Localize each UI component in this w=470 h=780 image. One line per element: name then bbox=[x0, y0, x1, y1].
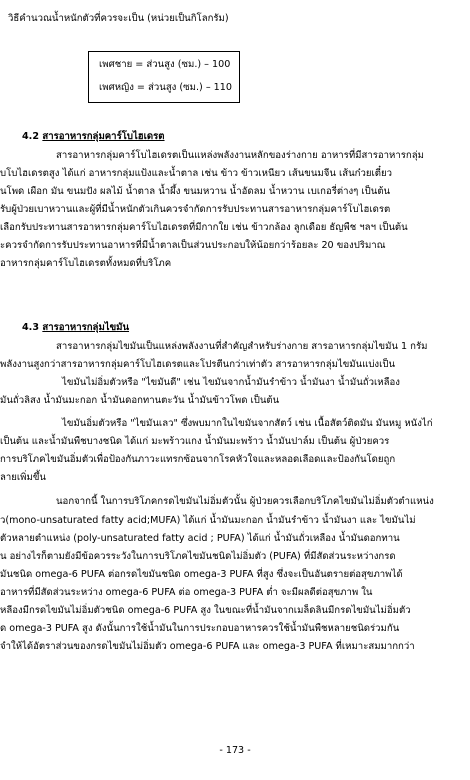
paragraph-line: นอกจากนี้ ในการบริโภคกรดไขมันไม่อิ่มตัวนั้น ผู้ป่วยควรเลือกบริโภคไขมันไม่อิ่มตัวตำแหน่ง bbox=[56, 496, 434, 507]
paragraph-line: มันถั่วลิสง น้ำมันมะกอก น้ำมันดอกทานตะวัน น้ำมันข้าวโพด เป็นต้น bbox=[0, 395, 280, 406]
paragraph-line: จำให้ได้อัตราส่วนของกรดไขมันไม่อิ่มตัว omega-6 PUFA และ omega-3 PUFA ที่เหมาะสมมากกว่า bbox=[0, 641, 415, 652]
paragraph-line: เลือกรับประทานสารอาหารกลุ่มคาร์โบไฮเดรตที่มีกากใย เช่น ข้าวกล้อง ลูกเดือย ธัญพืช ฯลฯ เป็นต้น bbox=[0, 222, 408, 233]
paragraph-line: ลายเพิ่มขึ้น bbox=[0, 472, 46, 483]
paragraph-line: บโบไฮเดรตสูง ได้แก่ อาหารกลุ่มแป้งและน้ำตาล เช่น ข้าว ข้าวเหนียว เส้นขนมจีน เส้นก๋วยเตี๋ยว bbox=[0, 168, 393, 179]
formula-box bbox=[88, 51, 240, 103]
paragraph-line: ตัวหลายตำแหน่ง (poly-unsaturated fatty acid ; PUFA) ได้แก่ น้ำมันถั่วเหลือง น้ำมันดอกทาน bbox=[0, 533, 400, 544]
intro-line: วิธีคำนวณน้ำหนักตัวที่ควรจะเป็น (หน่วยเป็นกิโลกรัม) bbox=[8, 13, 229, 24]
paragraph-line: ด omega-3 PUFA สูง ดังนั้นการใช้น้ำมันในการประกอบอาหารควรใช้น้ำมันพืชหลายชนิดร่วมกัน bbox=[0, 623, 400, 634]
section-title: สารอาหารกลุ่มไขมัน bbox=[42, 322, 130, 333]
paragraph-line: การบริโภคไขมันอิ่มตัวเพื่อป้องกันภาวะแทรกซ้อนจากโรคหัวใจและหลอดเลือดและป้องกันโดยถูก bbox=[0, 454, 396, 465]
paragraph-line: ไขมันไม่อิ่มตัวหรือ "ไขมันดี" เช่น ไขมันจากน้ำมันรำข้าว น้ำมันงา น้ำมันถั่วเหลือง bbox=[62, 377, 400, 388]
page-number: - 173 - bbox=[219, 745, 251, 756]
paragraph-line: ัน อย่างไรก็ตามยังมีข้อควรระวังในการบริโภคไขมันชนิดไม่อิ่มตัว (PUFA) ที่มีสัดส่วนระหว่างกรด bbox=[0, 551, 396, 562]
paragraph-line: นโพด เผือก มัน ขนมปัง ผลไม้ น้ำตาล น้ำผึ้ง ขนมหวาน น้ำอัดลม น้ำหวาน เบเกอรี่ต่างๆ เป็นต้น bbox=[0, 186, 391, 197]
paragraph-line: พลังงานสูงกว่าสารอาหารกลุ่มคาร์โบไฮเดรตและโปรตีนกว่าเท่าตัว สารอาหารกลุ่มไขมันแบ่งเป็น bbox=[0, 359, 396, 370]
paragraph-line: สารอาหารกลุ่มไขมันเป็นแหล่งพลังงานที่สำคัญสำหรับร่างกาย สารอาหารกลุ่มไขมัน 1 กรัม bbox=[56, 341, 428, 352]
section-heading-carbohydrate bbox=[22, 131, 165, 143]
section-title: สารอาหารกลุ่มคาร์โบไฮเดรต bbox=[42, 131, 165, 142]
paragraph-line: ไขมันอิ่มตัวหรือ "ไขมันเลว" ซึ่งพบมากในไขมันจากสัตว์ เช่น เนื้อสัตว์ติดมัน มันหมู หนังไก่ bbox=[62, 418, 433, 429]
formula-male: เพศชาย = ส่วนสูง (ซม.) – 100 bbox=[99, 59, 231, 70]
paragraph-line: หลีองมีกรดไขมันไม่อิ่มตัวชนิด omega-6 PUFA สูง ในขณะที่น้ำมันจากเมล็ดลินมีกรดไขมันไม่อิ่มตัว bbox=[0, 605, 411, 616]
section-heading-fat bbox=[22, 322, 129, 334]
paragraph-line: รับผู้ป่วยเบาหวานและผู้ที่มีน้ำหนักตัวเกินควรจำกัดการรับประทานสารอาหารกลุ่มคาร์โบไฮเดรต bbox=[0, 204, 391, 215]
formula-female: เพศหญิง = ส่วนสูง (ซม.) – 110 bbox=[99, 82, 232, 93]
paragraph-line: อาหารกลุ่มคาร์โบไฮเดรตทั้งหมดที่บริโภค bbox=[0, 258, 172, 269]
paragraph-line: สารอาหารกลุ่มคาร์โบไฮเดรตเป็นแหล่งพลังงานหลักของร่างกาย อาหารที่มีสารอาหารกลุ่ม bbox=[56, 150, 424, 161]
paragraph-line: อาหารที่มีสัดส่วนระหว่าง omega-6 PUFA ต่อ omega-3 PUFA ต่ำ จะมีผลดีต่อสุขภาพ ใน bbox=[0, 587, 373, 598]
paragraph-line: ว(mono-unsaturated fatty acid;MUFA) ได้แก่ น้ำมันมะกอก น้ำมันรำข้าว น้ำมันงา และ ไขมันไม่ bbox=[0, 515, 416, 526]
paragraph-line: เป็นต้น และน้ำมันพืชบางชนิด ได้แก่ มะพร้าวแกง น้ำมันมะพร้าว น้ำมันปาล์ม เป็นต้น ผู้ป่วยควร bbox=[0, 436, 390, 447]
section-number: 4.2 bbox=[22, 131, 39, 142]
section-number: 4.3 bbox=[22, 322, 39, 333]
paragraph-line: มันชนิด omega-6 PUFA ต่อกรดไขมันชนิด omega-3 PUFA ที่สูง ซึ่งจะเป็นอันตรายต่อสุขภาพได้ bbox=[0, 569, 403, 580]
paragraph-line: ะควรจำกัดการรับประทานอาหารที่มีน้ำตาลเป็นส่วนประกอบให้น้อยกว่าร้อยละ 20 ของปริมาณ bbox=[0, 240, 386, 251]
